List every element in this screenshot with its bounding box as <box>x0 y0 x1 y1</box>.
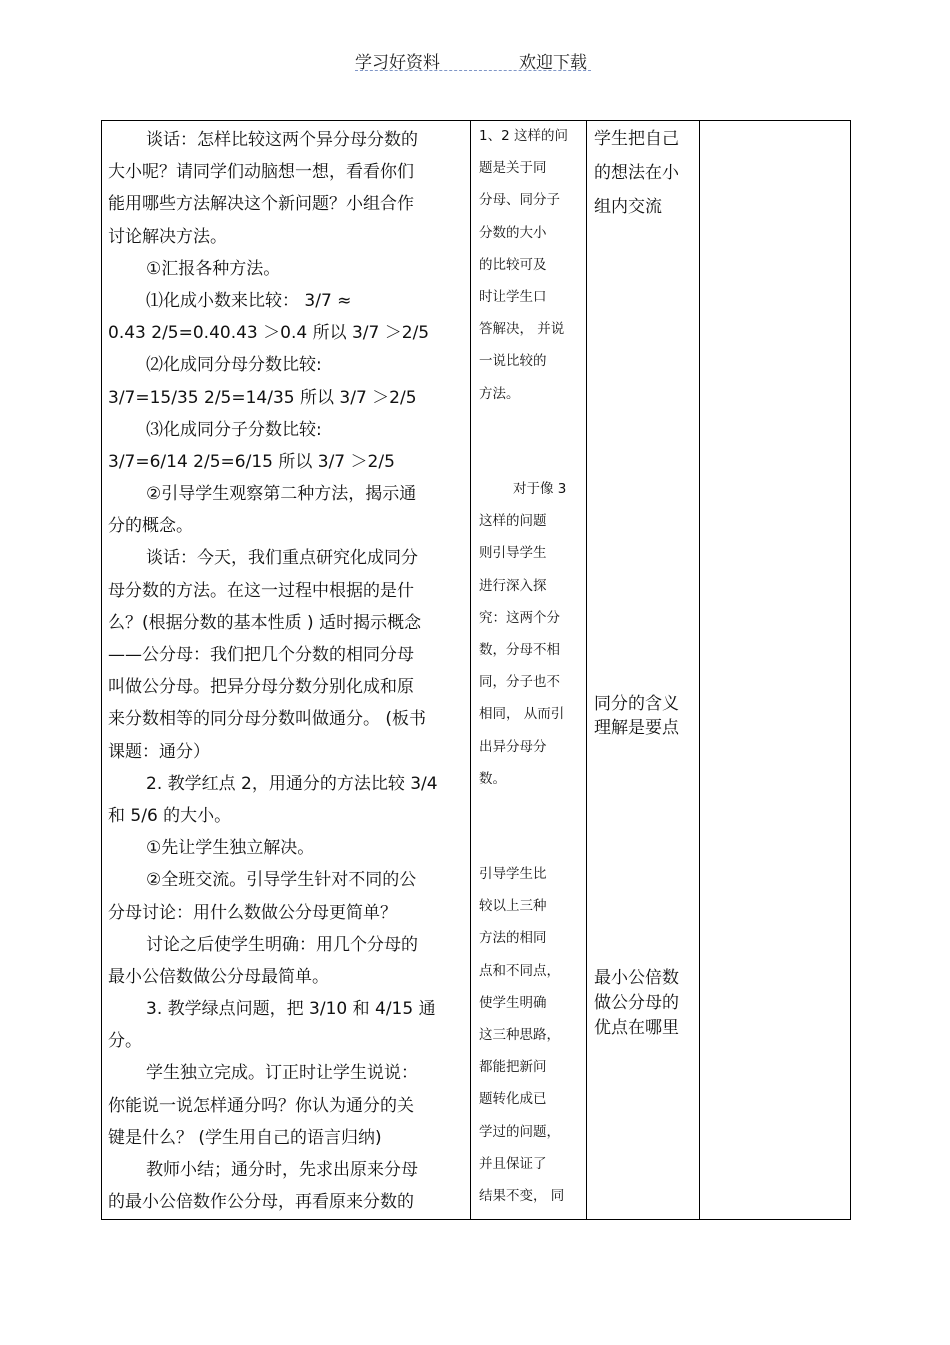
process-line: 谈话：今天，我们重点研究化成同分 <box>146 548 418 569</box>
student-activity-block-1 <box>594 122 694 224</box>
process-line: 课题：通分） <box>108 741 210 762</box>
process-line: 学生独立完成。订正时让学生说说： <box>146 1063 418 1084</box>
process-line: 0.43 2/5=0.40.43 ＞0.4 所以 3/7 ＞2/5 <box>108 323 430 344</box>
process-line: 母分数的方法。在这一过程中根据的是什 <box>108 580 414 601</box>
process-line: 3/7=6/14 2/5=6/15 所以 3/7 ＞2/5 <box>108 451 395 472</box>
intent-line: 学过的问题， <box>479 1123 560 1140</box>
process-line: 分。 <box>108 1031 142 1052</box>
process-line: ①汇报各种方法。 <box>146 258 281 279</box>
header-underline <box>355 70 591 71</box>
intent-line: 数，分母不相 <box>479 641 560 658</box>
process-line: 讨论解决方法。 <box>108 226 227 247</box>
process-line: ⑶化成同分子分数比较: <box>146 419 322 440</box>
intent-line: 进行深入探 <box>479 577 547 594</box>
activity-line: 的想法在小 <box>594 163 679 183</box>
intent-line: 答解决， 并说 <box>479 321 565 338</box>
intent-line: 结果不变， 同 <box>479 1187 565 1204</box>
process-line: 大小呢？请同学们动脑想一想，看看你们 <box>108 162 414 183</box>
process-line: ⑵化成同分母分数比较: <box>146 355 322 376</box>
intent-line: 分母、同分子 <box>479 192 560 209</box>
column-divider-2 <box>586 121 587 1219</box>
student-activity-block-3 <box>594 966 694 1041</box>
process-line: 3/7=15/35 2/5=14/35 所以 3/7 ＞2/5 <box>108 387 417 408</box>
process-line: 能用哪些方法解决这个新问题？小组合作 <box>108 194 414 215</box>
intent-line: 对于像 3 <box>513 481 567 497</box>
intent-line: 并且保证了 <box>479 1155 547 1172</box>
intent-line: 分数的大小 <box>479 224 547 241</box>
process-line: ②全班交流。引导学生针对不同的公 <box>146 870 417 891</box>
process-line: 最小公倍数做公分母最简单。 <box>108 966 329 987</box>
process-line: 3. 教学绿点问题，把 3/10 和 4/15 通 <box>146 999 436 1020</box>
intent-line: 这三种思路， <box>479 1026 560 1043</box>
intent-line: 这样的问题 <box>479 513 547 530</box>
activity-line: 优点在哪里 <box>594 1018 679 1038</box>
process-line: 叫做公分母。把异分母分数分别化成和原 <box>108 677 414 698</box>
design-intent-block-2 <box>479 473 571 795</box>
intent-line: 则引导学生 <box>479 545 547 562</box>
intent-line: 出异分母分 <box>479 738 547 755</box>
process-line: 么？(根据分数的基本性质 ) 适时揭示概念 <box>108 612 422 633</box>
process-line: ——公分母：我们把几个分数的相同分母 <box>108 645 414 665</box>
design-intent-block-1 <box>479 120 571 410</box>
process-line: 谈话：怎样比较这两个异分母分数的 <box>146 130 418 150</box>
intent-line: 都能把新问 <box>479 1059 547 1076</box>
process-line: 你能说一说怎样通分吗？你认为通分的关 <box>108 1095 414 1116</box>
process-line: 的最小公倍数作公分母，再看原来分数的 <box>108 1192 414 1213</box>
process-line: 讨论之后使学生明确：用几个分母的 <box>146 934 418 955</box>
process-line: 键是什么？ (学生用自己的语言归纳) <box>108 1127 382 1148</box>
process-line: 分的概念。 <box>108 516 193 537</box>
activity-line: 理解是要点 <box>594 718 679 738</box>
column-divider-3 <box>699 121 700 1219</box>
activity-line: 最小公倍数 <box>594 968 679 988</box>
intent-line: 时让学生口 <box>479 288 547 305</box>
intent-line: 使学生明确 <box>479 994 547 1011</box>
intent-line: 方法。 <box>479 385 520 402</box>
student-activity-block-2 <box>594 692 694 740</box>
intent-line: 数。 <box>479 770 506 787</box>
process-line: 教师小结；通分时，先求出原来分母 <box>146 1160 418 1180</box>
header-left-text: 学习好资料 <box>355 53 440 73</box>
intent-line: 题转化成已 <box>479 1091 547 1108</box>
activity-line: 学生把自己 <box>594 129 679 149</box>
process-line: 分母讨论：用什么数做公分母更简单？ <box>108 902 397 923</box>
header-right-text: 欢迎下载 <box>519 53 587 73</box>
intent-line: 相同， 从而引 <box>479 706 565 723</box>
process-line: ①先让学生独立解决。 <box>146 838 315 859</box>
column-divider-1 <box>470 121 471 1219</box>
process-line: 和 5/6 的大小。 <box>108 805 232 826</box>
intent-line: 的比较可及 <box>479 256 547 273</box>
intent-line: 究：这两个分 <box>479 609 560 626</box>
intent-line: 较以上三种 <box>479 898 547 915</box>
activity-line: 组内交流 <box>594 197 662 217</box>
design-intent-block-3 <box>479 858 571 1212</box>
activity-line: 做公分母的 <box>594 993 679 1013</box>
process-line: ②引导学生观察第二种方法，揭示通 <box>146 484 417 505</box>
intent-line: 方法的相同 <box>479 930 547 947</box>
process-line: 2. 教学红点 2，用通分的方法比较 3/4 <box>146 773 438 794</box>
activity-line: 同分的含义 <box>594 694 679 714</box>
intent-line: 点和不同点， <box>479 962 560 979</box>
intent-line: 一说比较的 <box>479 353 547 370</box>
intent-line: 题是关于同 <box>479 160 547 177</box>
process-line: 来分数相等的同分母分数叫做通分。 (板书 <box>108 709 427 730</box>
intent-line: 引导学生比 <box>479 866 547 882</box>
intent-line: 1、2 这样的问 <box>479 128 568 144</box>
teaching-process-column <box>108 124 463 1218</box>
intent-line: 同，分子也不 <box>479 674 560 691</box>
process-line: ⑴化成小数来比较： 3/7 ≈ <box>146 290 352 311</box>
